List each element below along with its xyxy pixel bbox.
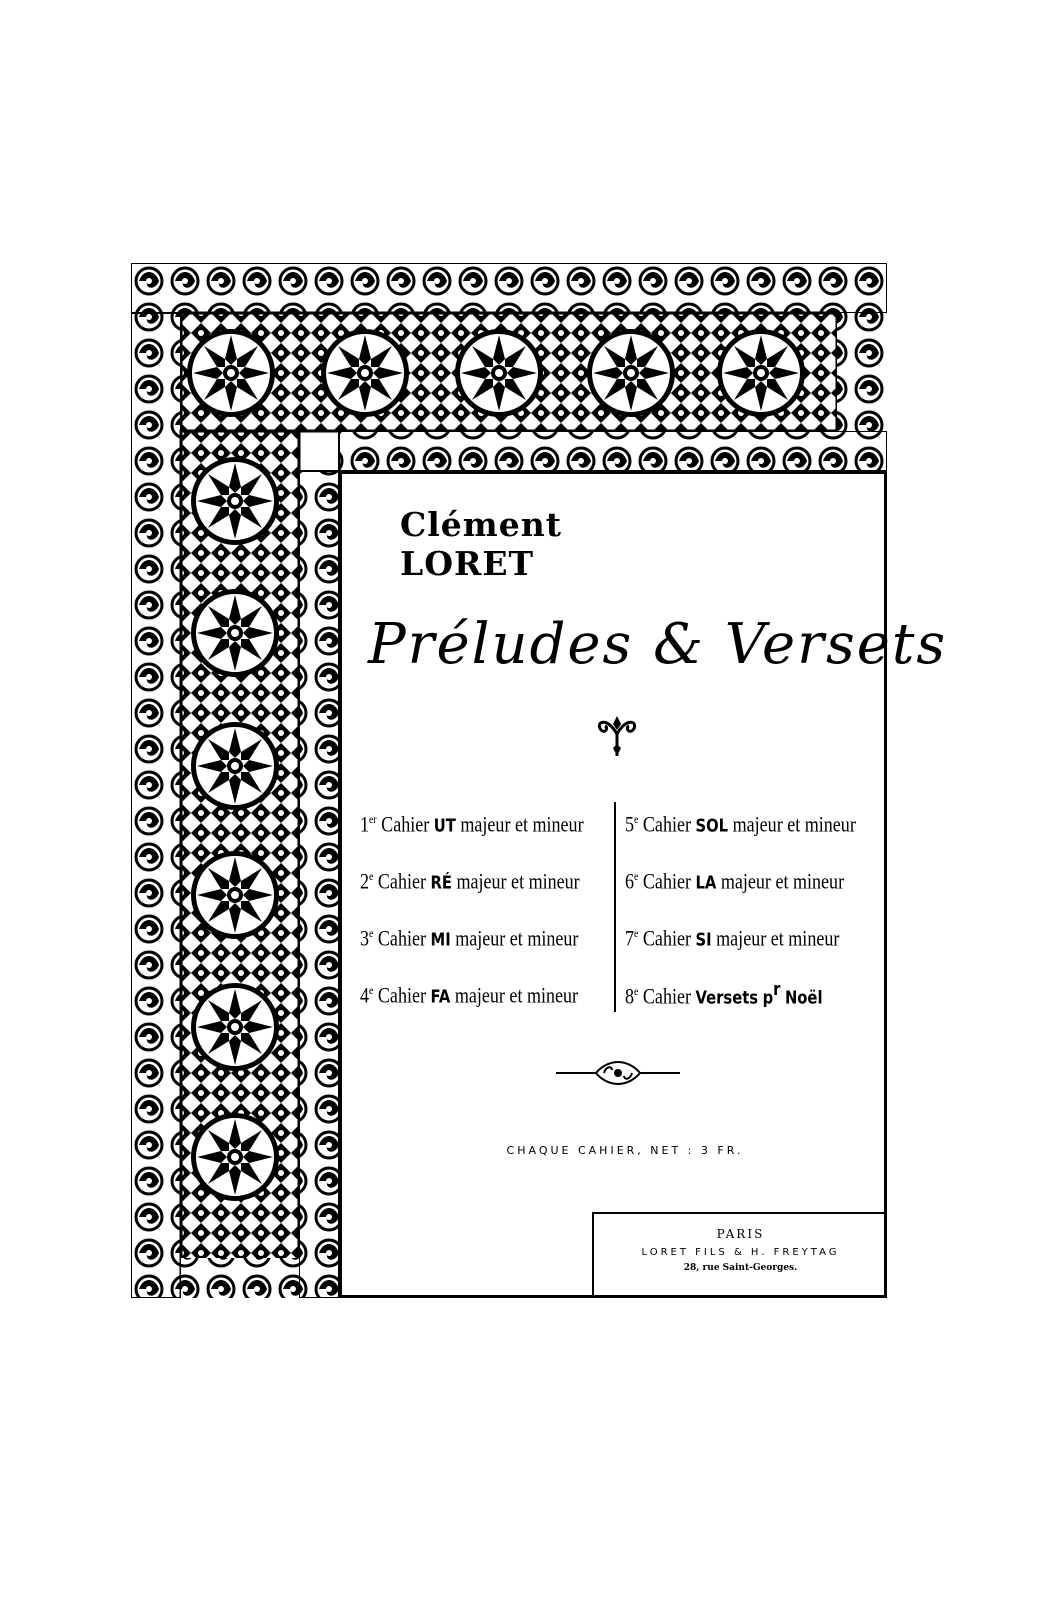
cahier-key: UT [433,815,456,837]
cahier-key: SOL [695,815,729,837]
cahier-key: MI [430,929,451,951]
fleuron-ornament [593,712,641,758]
cahier-mode: majeur et mineur [716,925,840,951]
cahier-column-left [360,802,610,1030]
cahier-key: RÉ [430,872,452,894]
column-divider [614,802,616,1012]
publisher-address: 28, rue Saint-Georges. [683,1263,798,1273]
price-line: CHAQUE CAHIER, NET : 3 FR. [506,1144,744,1157]
ornamental-border-left [131,263,339,1298]
cahier-ordinal: e [369,869,374,883]
cahier-item [360,859,580,916]
cahier-mode-abbrev: p [762,987,774,1009]
cahier-word: Cahier [377,925,426,951]
cahier-item [625,859,845,916]
cahier-mode-abbrev-sup: r [773,979,781,1000]
publisher-city: PARIS [716,1227,765,1241]
publisher-name: LORET FILS & H. FREYTAG [641,1247,840,1258]
cahier-item [360,973,579,1030]
cahier-number: 8 [625,983,635,1009]
publisher-box [592,1212,887,1296]
cahier-ordinal: e [634,869,639,883]
cahier-word: Cahier [642,811,691,837]
cahier-item [625,973,830,1030]
cahier-mode: majeur et mineur [456,868,580,894]
cahier-number: 7 [625,925,635,951]
cahier-ordinal: e [634,812,639,826]
cahier-number: 3 [360,925,370,951]
cahier-list [360,802,870,1017]
cahier-word: Cahier [377,982,426,1008]
work-title: Préludes & Versets [368,612,948,677]
divider-ornament [556,1058,680,1088]
cahier-word: Cahier [377,868,426,894]
cahier-word: Cahier [642,925,691,951]
cahier-item [360,916,579,973]
cahier-number: 1 [360,811,370,837]
cahier-ordinal: e [634,984,639,998]
cahier-ordinal: e [369,926,374,940]
cahier-key: SI [695,929,712,951]
composer-name: Clément LORET [400,505,562,583]
cahier-word: Cahier [642,868,691,894]
cahier-number: 4 [360,982,370,1008]
cahier-ordinal: er [369,812,377,826]
cahier-mode: Noël [784,987,823,1009]
cahier-word: Cahier [642,983,691,1009]
cahier-ordinal: e [369,983,374,997]
cahier-number: 6 [625,868,635,894]
cahier-word: Cahier [381,811,430,837]
cahier-item [625,802,856,859]
cahier-key: FA [430,986,451,1008]
cahier-number: 2 [360,868,370,894]
cahier-key: LA [695,872,717,894]
cahier-key: Versets [695,987,759,1009]
cahier-mode: majeur et mineur [732,811,856,837]
cahier-ordinal: e [634,926,639,940]
cahier-mode: majeur et mineur [460,811,584,837]
cahier-item [625,916,840,973]
cahier-mode: majeur et mineur [454,982,579,1008]
cahier-mode: majeur et mineur [720,868,845,894]
cahier-item [360,802,584,859]
cahier-number: 5 [625,811,635,837]
cahier-column-right [625,802,875,1030]
cahier-mode: majeur et mineur [455,925,579,951]
